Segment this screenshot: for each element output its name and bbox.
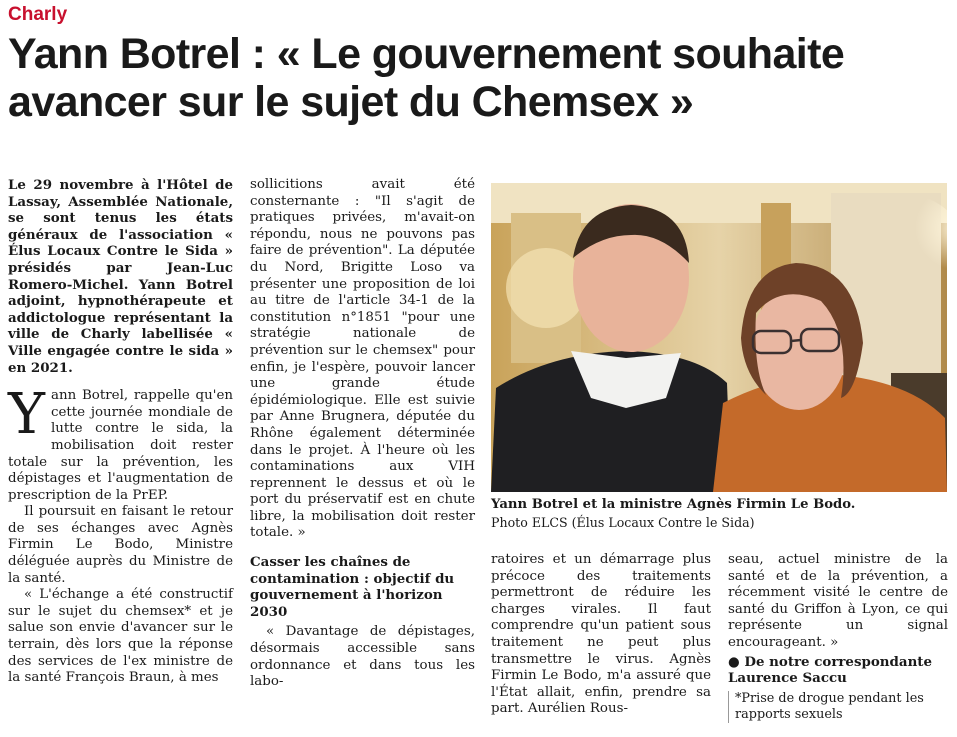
photo-credit: Photo ELCS (Élus Locaux Contre le Sida) (491, 515, 755, 530)
article-photo (491, 183, 947, 492)
body-paragraph-2: Il poursuit en faisant le retour de ses échanges avec Agnès Firmin Le Bodo, Ministre déléguée auprès du Ministre de la santé. (8, 504, 233, 586)
column-4 (728, 552, 948, 723)
body-paragraph-7: seau, actuel ministre de la santé et de la prévention, a récemment visité le centre de santé du Griffon à Lyon, ce qui représente un signal encourageant. » (728, 552, 948, 650)
article-lead: Le 29 novembre à l'Hôtel de Lassay, Assemblée Nationale, se sont tenus les états généraux de l'association « Élus Locaux Contre le Sida » présidés par Jean-Luc Romero-Michel. Yann Botrel adjoint, hypnothérapeute et addictologue représentant la ville de Charly labellisée « Ville engagée contre le sida » en 2021. (8, 177, 233, 376)
body-paragraph-6: ratoires et un démarrage plus précoce des traitements permettront de réduire les charges virales. Il faut comprendre qu'un patient sous traitement ne peut plus transmettre le virus. Agnès Firmin Le Bodo, m'a assuré que l'État allait, enfin, prendre sa part. Aurélien Rous- (491, 552, 711, 717)
signature-label: De notre correspondante (744, 653, 933, 670)
signature-bullet-icon: ● (728, 653, 745, 670)
article-subhead: Casser les chaînes de contamination : objectif du gouvernement à l'horizon 2030 (250, 554, 455, 620)
column-1 (8, 177, 233, 687)
footnote: *Prise de drogue pendant les rapports sexuels (728, 691, 948, 723)
body-paragraph-3: « L'échange a été constructif sur le sujet du chemsex* et je salue son envie d'avancer sur le terrain, dès lors que la réponse des services de l'ex ministre de la santé François Braun, à mes (8, 587, 233, 686)
signature (728, 654, 948, 671)
section-rubric: Charly (8, 4, 68, 25)
photo-illustration (491, 183, 947, 492)
dropcap: Y (8, 382, 45, 448)
signature-name: Laurence Saccu (728, 670, 847, 687)
column-3 (491, 552, 711, 718)
body-paragraph-4: sollicitions avait été consternante : "Il s'agit de pratiques privées, m'avait-on répondu, nous ne pouvons pas faire de prévention". La députée du Nord, Brigitte Loso va présenter une proposition de loi au titre de l'article 34-1 de la constitution n°1851 "pour une stratégie nationale de prévention sur le chemsex" pour enfin, je l'espère, pouvoir lancer une grande étude épidémiologique. Elle est suivie par Anne Brugnera, députée du Rhône également déterminée dans le projet. À l'heure où les contaminations aux VIH reprennent le dessus et où le port du préservatif est en chute libre, la mobilisation doit rester totale. » (250, 177, 475, 541)
body-paragraph-1-text: ann Botrel, rappelle qu'en cette journée mondiale de lutte contre le sida, la mobilisation doit rester totale sur la prévention, les dépistages et l'augmentation de prescription de la PrEP. (8, 388, 233, 503)
photo-caption: Yann Botrel et la ministre Agnès Firmin Le Bodo. (491, 497, 856, 512)
column-2 (250, 177, 475, 691)
body-paragraph-1 (8, 382, 233, 504)
body-paragraph-5: « Davantage de dépistages, désormais accessible sans ordonnance et dans tous les labo- (250, 624, 475, 690)
article-headline: Yann Botrel : « Le gouvernement souhaite avancer sur le sujet du Chemsex » (8, 30, 845, 126)
